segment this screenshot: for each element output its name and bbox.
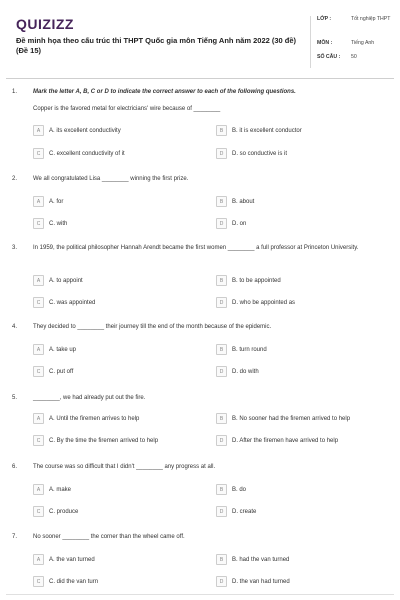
option-text: C. produce <box>49 508 79 515</box>
option-text: B. No sooner had the firemen arrived to help <box>232 415 351 422</box>
option-letter-box: D <box>216 506 227 517</box>
option-a[interactable] <box>33 196 63 207</box>
question-number: 4. <box>12 324 18 330</box>
option-text: B. turn round <box>232 346 267 353</box>
worksheet-header <box>6 6 394 79</box>
option-a[interactable] <box>33 484 71 495</box>
option-letter-box: A <box>33 275 44 286</box>
option-text: D. on <box>232 220 247 227</box>
option-letter-box: D <box>216 297 227 308</box>
document-title: Đề minh họa theo cấu trúc thi THPT Quốc gia môn Tiếng Anh năm 2022 (30 đề) (Đề 15) <box>16 36 297 55</box>
meta-key: MÔN : <box>317 40 333 46</box>
option-letter-box: C <box>33 435 44 446</box>
option-letter-box: A <box>33 196 44 207</box>
option-text: C. was appointed <box>49 299 96 306</box>
option-d[interactable] <box>216 576 290 587</box>
option-letter-box: B <box>216 344 227 355</box>
meta-row-class <box>317 16 395 40</box>
option-letter-box: C <box>33 218 44 229</box>
option-letter-box: A <box>33 484 44 495</box>
question-number: 1. <box>12 89 18 95</box>
meta-row-count <box>317 54 395 68</box>
option-c[interactable] <box>33 148 125 159</box>
option-text: D. who be appointed as <box>232 299 296 306</box>
question-text: They decided to ________ their journey till the end of the month because of the epidemic. <box>33 324 272 330</box>
option-text: D. After the firemen have arrived to help <box>232 437 339 444</box>
option-d[interactable] <box>216 218 246 229</box>
option-b[interactable] <box>216 125 302 136</box>
option-c[interactable] <box>33 435 158 446</box>
option-text: C. with <box>49 220 68 227</box>
option-letter-box: D <box>216 218 227 229</box>
option-d[interactable] <box>216 148 287 159</box>
question-text: In 1959, the political philosopher Hannah Arendt became the first women ________ a full professor at Princeton University. <box>33 245 359 251</box>
option-text: A. for <box>49 198 64 205</box>
option-text: D. so conductive is it <box>232 150 288 157</box>
option-d[interactable] <box>216 435 338 446</box>
meta-value: Tốt nghiệp THPT <box>351 16 391 22</box>
question-text: We all congratulated Lisa ________ winning the first prize. <box>33 176 189 182</box>
option-d[interactable] <box>216 297 295 308</box>
meta-value: Tiếng Anh <box>351 40 375 46</box>
option-d[interactable] <box>216 506 256 517</box>
option-text: B. about <box>232 198 255 205</box>
option-letter-box: B <box>216 125 227 136</box>
option-letter-box: B <box>216 484 227 495</box>
meta-panel <box>310 16 395 68</box>
question-number: 2. <box>12 176 18 182</box>
meta-value: 50 <box>351 54 357 60</box>
option-letter-box: C <box>33 297 44 308</box>
question-text: The course was so difficult that I didn't ________ any progress at all. <box>33 464 216 470</box>
option-text: A. the van turned <box>49 556 95 563</box>
option-c[interactable] <box>33 297 95 308</box>
option-letter-box: C <box>33 576 44 587</box>
option-text: C. excellent conductivity of it <box>49 150 125 157</box>
option-text: B. it is excellent conductor <box>232 127 302 134</box>
option-letter-box: B <box>216 554 227 565</box>
meta-key: SỐ CÂU : <box>317 54 341 60</box>
option-text: B. to be appointed <box>232 277 281 284</box>
option-b[interactable] <box>216 484 246 495</box>
option-b[interactable] <box>216 196 254 207</box>
option-c[interactable] <box>33 576 98 587</box>
option-c[interactable] <box>33 506 78 517</box>
option-a[interactable] <box>33 275 83 286</box>
option-b[interactable] <box>216 554 289 565</box>
option-letter-box: B <box>216 413 227 424</box>
meta-row-subject <box>317 40 395 54</box>
option-b[interactable] <box>216 413 350 424</box>
option-text: C. put off <box>49 368 74 375</box>
question-number: 7. <box>12 534 18 540</box>
instruction-text: Mark the letter A, B, C or D to indicate the correct answer to each of the following questions. <box>33 89 296 95</box>
option-text: B. had the van turned <box>232 556 290 563</box>
option-letter-box: D <box>216 576 227 587</box>
option-text: D. create <box>232 508 257 515</box>
option-text: D. the van had turned <box>232 578 290 585</box>
option-a[interactable] <box>33 413 139 424</box>
option-letter-box: A <box>33 413 44 424</box>
option-letter-box: A <box>33 344 44 355</box>
question-number: 5. <box>12 395 18 401</box>
option-letter-box: C <box>33 506 44 517</box>
option-d[interactable] <box>216 366 259 377</box>
option-text: C. By the time the firemen arrived to help <box>49 437 159 444</box>
divider <box>6 594 394 595</box>
option-text: A. to appoint <box>49 277 83 284</box>
option-letter-box: B <box>216 275 227 286</box>
option-text: B. do <box>232 486 247 493</box>
option-text: A. Until the firemen arrives to help <box>49 415 140 422</box>
option-text: A. take up <box>49 346 77 353</box>
question-text: ________, we had already put out the fire. <box>33 395 146 401</box>
option-a[interactable] <box>33 554 95 565</box>
option-letter-box: C <box>33 366 44 377</box>
option-letter-box: A <box>33 125 44 136</box>
question-number: 6. <box>12 464 18 470</box>
quizizz-logo[interactable]: QUIZIZZ <box>16 16 74 32</box>
option-letter-box: D <box>216 366 227 377</box>
option-letter-box: C <box>33 148 44 159</box>
meta-key: LỚP : <box>317 16 332 22</box>
option-c[interactable] <box>33 366 73 377</box>
question-text: Copper is the favored metal for electricians' wire because of ________ <box>33 106 221 112</box>
option-letter-box: D <box>216 435 227 446</box>
option-b[interactable] <box>216 275 281 286</box>
option-letter-box: B <box>216 196 227 207</box>
option-text: A. its excellent conductivity <box>49 127 121 134</box>
option-c[interactable] <box>33 218 67 229</box>
option-b[interactable] <box>216 344 267 355</box>
option-text: A. make <box>49 486 72 493</box>
option-a[interactable] <box>33 344 76 355</box>
option-letter-box: D <box>216 148 227 159</box>
option-a[interactable] <box>33 125 121 136</box>
question-text: No sooner ________ the corner than the wheel came off. <box>33 534 185 540</box>
question-number: 3. <box>12 245 18 251</box>
option-text: D. do with <box>232 368 259 375</box>
option-letter-box: A <box>33 554 44 565</box>
option-text: C. did the van turn <box>49 578 99 585</box>
